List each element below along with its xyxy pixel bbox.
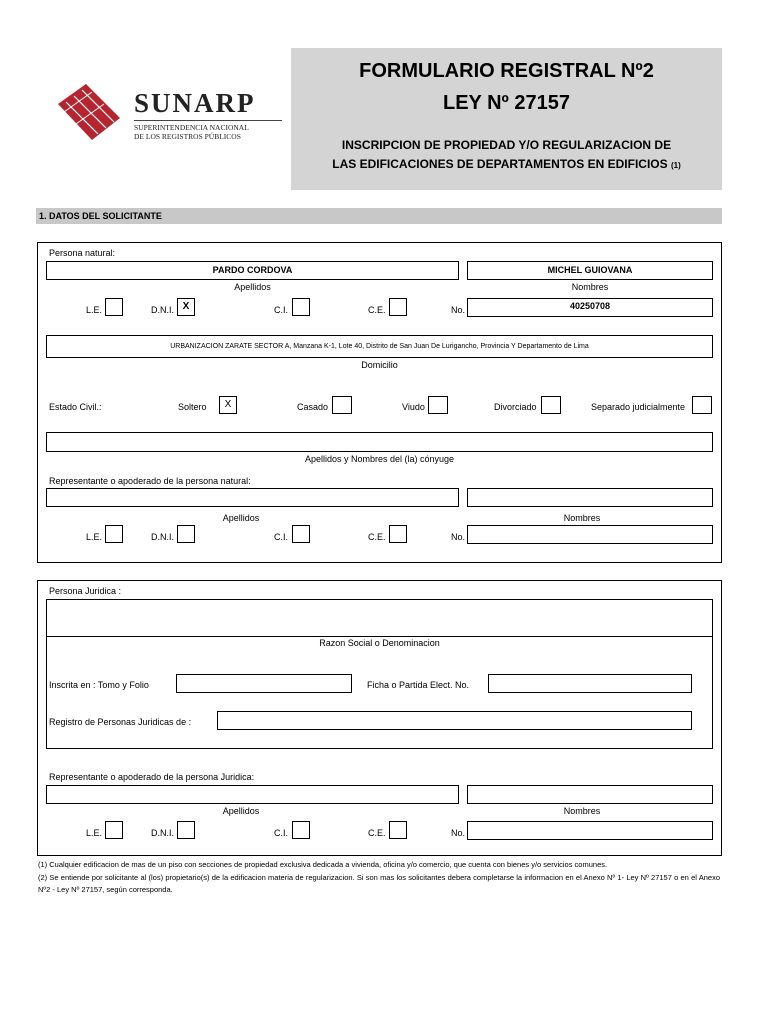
rep-natural-apellidos-field[interactable] (46, 488, 459, 507)
logo-subtitle-1: SUPERINTENDENCIA NACIONAL (134, 123, 249, 132)
domicilio-label: Domicilio (361, 360, 398, 370)
ficha-field[interactable] (488, 674, 692, 693)
casado-checkbox[interactable] (332, 396, 352, 414)
divorciado-checkbox[interactable] (541, 396, 561, 414)
title-box (291, 48, 722, 190)
nombres-label: Nombres (571, 282, 609, 292)
le-label: L.E. (86, 305, 103, 315)
razon-social-label: Razon Social o Denominacion (319, 638, 440, 648)
form-subtitle-note: (1) (670, 161, 681, 170)
registro-label: Registro de Personas Juridicas de : (49, 717, 192, 727)
casado-label: Casado (297, 402, 329, 412)
separado-checkbox[interactable] (692, 396, 712, 414)
rep-natural-dni-label: D.N.I. (151, 532, 175, 542)
divorciado-label: Divorciado (494, 402, 537, 412)
rep-juridica-apellidos-label: Apellidos (222, 806, 260, 816)
ficha-label: Ficha o Partida Elect. No. (367, 680, 470, 690)
sunarp-logo (56, 82, 288, 142)
conyuge-label: Apellidos y Nombres del (la) cónyuge (304, 454, 455, 464)
tomo-folio-field[interactable] (176, 674, 352, 693)
rep-natural-label: Representante o apoderado de la persona natural: (49, 476, 251, 486)
rep-natural-le-checkbox[interactable] (105, 525, 123, 543)
sunarp-emblem-icon (56, 82, 122, 142)
nombres-value: MICHEL GUIOVANA (547, 265, 633, 275)
registro-field[interactable] (217, 711, 692, 730)
dni-checkbox[interactable]: X (177, 298, 195, 316)
rep-juridica-doc-number-field[interactable] (467, 821, 713, 840)
domicilio-field[interactable] (46, 335, 713, 358)
rep-juridica-apellidos-field[interactable] (46, 785, 459, 804)
rep-juridica-no-label: No. (451, 828, 466, 838)
doc-number-field[interactable] (467, 298, 713, 317)
inscrita-label: Inscrita en : Tomo y Folio (49, 680, 149, 690)
logo-divider (134, 120, 282, 121)
footnote-1: (1) Cualquier edificacion de mas de un piso con secciones de propiedad exclusiva dedicada a vivienda, oficina y/o comercio, que cuenta con bienes y/o servicios comunes. (38, 860, 608, 869)
logo-brand: SUNARP (134, 88, 256, 118)
rep-juridica-dni-label: D.N.I. (151, 828, 175, 838)
no-label: No. (451, 305, 466, 315)
separado-label: Separado judicialmente (591, 402, 686, 412)
persona-juridica-label: Persona Juridica : (49, 586, 122, 596)
soltero-checkbox[interactable]: X (219, 396, 237, 414)
rep-natural-dni-checkbox[interactable] (177, 525, 195, 543)
ce-label: C.E. (368, 305, 386, 315)
ce-checkbox[interactable] (389, 298, 407, 316)
estado-civil-label: Estado Civil.: (49, 402, 102, 412)
section-datos-solicitante: 1. DATOS DEL SOLICITANTE (36, 208, 722, 224)
rep-juridica-le-checkbox[interactable] (105, 821, 123, 839)
ci-checkbox[interactable] (292, 298, 310, 316)
rep-natural-no-label: No. (451, 532, 466, 542)
nombres-field[interactable] (467, 261, 713, 280)
soltero-label: Soltero (178, 402, 207, 412)
rep-natural-ci-checkbox[interactable] (292, 525, 310, 543)
rep-natural-nombres-label: Nombres (563, 513, 601, 523)
domicilio-value: URBANIZACION ZARATE SECTOR A, Manzana K-1, Lote 40, Distrito de San Juan De Lurigancho, Provincia Y Departamento de Lima (170, 343, 589, 350)
law-title: LEY Nº 27157 (442, 92, 570, 114)
rep-natural-le-label: L.E. (86, 532, 103, 542)
dni-label: D.N.I. (151, 305, 175, 315)
footnote-2: (2) Se entiende por solicitante al (los) propietario(s) de la edificacion materia de regularizacion. Si son mas los solicitantes debera completarse la informacion en el Anexo Nº 1- Ley Nº 27157 o en el Anexo Nº2 - Ley Nº 27157, según corresponda. (38, 873, 720, 894)
rep-juridica-label: Representante o apoderado de la persona Juridica: (49, 772, 255, 782)
viudo-checkbox[interactable] (428, 396, 448, 414)
apellidos-label: Apellidos (234, 282, 271, 292)
rep-juridica-nombres-field[interactable] (467, 785, 713, 804)
form-subtitle-2 (291, 157, 722, 171)
rep-natural-ce-label: C.E. (368, 532, 386, 542)
razon-social-field[interactable] (46, 599, 713, 637)
rep-natural-apellidos-label: Apellidos (222, 513, 260, 523)
form-title: FORMULARIO REGISTRAL Nº2 (359, 60, 654, 82)
persona-natural-label: Persona natural: (49, 248, 116, 258)
ci-label: C.I. (274, 305, 289, 315)
le-checkbox[interactable] (105, 298, 123, 316)
rep-natural-ce-checkbox[interactable] (389, 525, 407, 543)
rep-juridica-ce-label: C.E. (368, 828, 386, 838)
rep-juridica-dni-checkbox[interactable] (177, 821, 195, 839)
rep-juridica-nombres-label: Nombres (563, 806, 601, 816)
rep-natural-nombres-field[interactable] (467, 488, 713, 507)
rep-natural-doc-number-field[interactable] (467, 525, 713, 544)
rep-juridica-ci-label: C.I. (274, 828, 289, 838)
rep-natural-ci-label: C.I. (274, 532, 289, 542)
rep-juridica-le-label: L.E. (86, 828, 103, 838)
apellidos-field[interactable] (46, 261, 459, 280)
logo-subtitle-2: DE LOS REGISTROS PÚBLICOS (134, 132, 241, 141)
rep-juridica-ce-checkbox[interactable] (389, 821, 407, 839)
rep-juridica-ci-checkbox[interactable] (292, 821, 310, 839)
apellidos-value: PARDO CORDOVA (212, 265, 293, 275)
doc-number-value: 40250708 (569, 301, 611, 311)
conyuge-field[interactable] (46, 432, 713, 452)
form-subtitle-2-text: LAS EDIFICACIONES DE DEPARTAMENTOS EN EDIFICIOS (332, 157, 668, 171)
viudo-label: Viudo (402, 402, 425, 412)
form-subtitle-1: INSCRIPCION DE PROPIEDAD Y/O REGULARIZACION DE (341, 138, 672, 152)
